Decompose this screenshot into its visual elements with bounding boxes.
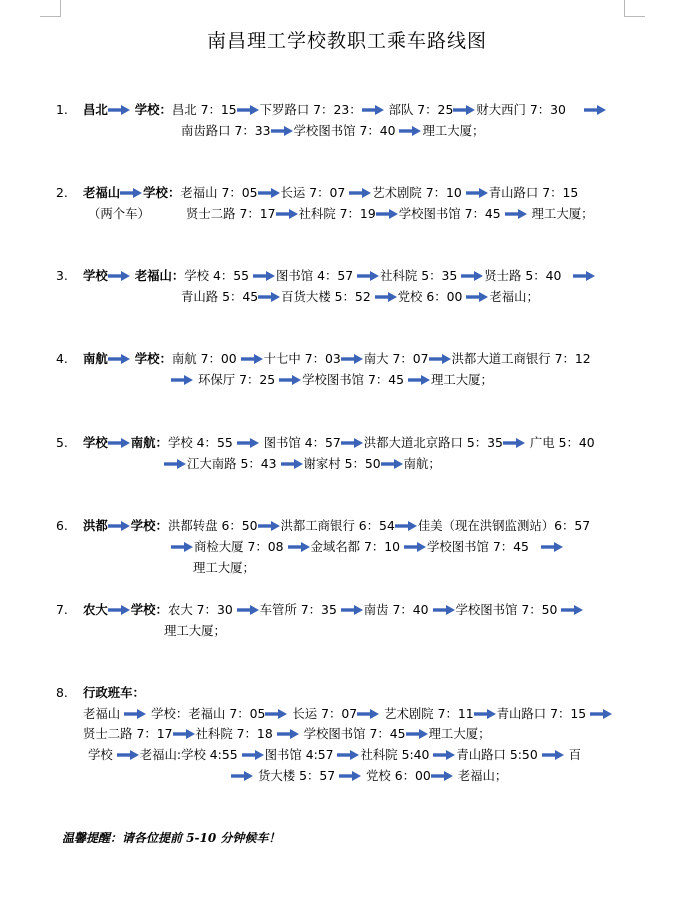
stop: 理工大厦； xyxy=(430,372,493,387)
stop: 长运 7：07 xyxy=(292,706,358,721)
right-arrow-icon xyxy=(349,188,371,198)
right-arrow-icon xyxy=(433,750,455,760)
right-arrow-icon xyxy=(241,354,263,364)
right-arrow-icon xyxy=(341,438,363,448)
right-arrow-icon xyxy=(584,105,606,115)
stop: 学校图书馆 7：45 xyxy=(303,726,406,741)
stop: 学校图书馆 7：40 xyxy=(293,123,396,138)
route-note: （两个车） xyxy=(88,206,150,221)
route-destination: 学校： xyxy=(143,185,181,200)
right-arrow-icon xyxy=(171,375,193,385)
right-arrow-icon xyxy=(108,354,130,364)
stop: 洪都转盘 6：50 xyxy=(167,518,258,533)
right-arrow-icon xyxy=(237,105,259,115)
stop: 学校图书馆 7：45 xyxy=(302,372,404,387)
route-number: 4. xyxy=(56,351,68,366)
right-arrow-icon xyxy=(341,605,363,615)
stop: 商检大厦 7：08 xyxy=(194,539,284,554)
right-arrow-icon xyxy=(461,271,483,281)
right-arrow-icon xyxy=(276,209,298,219)
route-origin: 学校 xyxy=(83,435,108,450)
route-destination: 学校： xyxy=(134,102,172,117)
stop: 金域名都 7：10 xyxy=(310,539,401,554)
right-arrow-icon xyxy=(453,105,475,115)
stop: 社科院 7：18 xyxy=(195,726,273,741)
right-arrow-icon xyxy=(375,292,397,302)
route-number: 2. xyxy=(56,185,68,200)
route-origin: 南航 xyxy=(83,351,108,366)
right-arrow-icon xyxy=(433,605,455,615)
stop: 学校 4：55 xyxy=(167,435,233,450)
stop: 艺术剧院 7：11 xyxy=(384,706,474,721)
right-arrow-icon xyxy=(542,750,564,760)
stop: 南航 7：00 xyxy=(171,351,237,366)
stop: 学校：老福山 7：05 xyxy=(151,706,266,721)
stop: 货大楼 5：57 xyxy=(257,768,336,783)
reminder-note: 温馨提醒：请各位提前 5-10 分钟候车！ xyxy=(62,831,281,845)
right-arrow-icon xyxy=(265,709,287,719)
right-arrow-icon xyxy=(108,521,130,531)
stop: 理工大厦； xyxy=(428,726,491,741)
stop: 贤士二路 7：17 xyxy=(186,206,276,221)
stop: 党校 6：00 xyxy=(366,768,431,783)
stop: 南齿 7：40 xyxy=(363,602,429,617)
right-arrow-icon xyxy=(590,709,612,719)
route-origin: 昌北 xyxy=(83,102,108,117)
right-arrow-icon xyxy=(408,375,430,385)
route-origin: 老福山 xyxy=(83,185,121,200)
stop: 南大 7：07 xyxy=(363,351,429,366)
right-arrow-icon xyxy=(124,709,146,719)
stop: 党校 6：00 xyxy=(397,289,463,304)
stop: 下罗路口 7：23： xyxy=(259,102,362,117)
right-arrow-icon xyxy=(108,271,130,281)
right-arrow-icon xyxy=(395,521,417,531)
right-arrow-icon xyxy=(242,750,264,760)
stop: 青山路口 7：15 xyxy=(488,185,579,200)
right-arrow-icon xyxy=(406,729,428,739)
right-arrow-icon xyxy=(164,459,186,469)
right-arrow-icon xyxy=(279,375,301,385)
right-arrow-icon xyxy=(474,709,496,719)
stop: 学校图书馆 7：50 xyxy=(455,602,558,617)
right-arrow-icon xyxy=(431,771,453,781)
right-arrow-icon xyxy=(253,271,275,281)
stop: 社科院 7：19 xyxy=(298,206,376,221)
right-arrow-icon xyxy=(357,271,379,281)
right-arrow-icon xyxy=(108,105,130,115)
right-arrow-icon xyxy=(337,750,359,760)
right-arrow-icon xyxy=(237,438,259,448)
route-destination: 南航： xyxy=(130,435,168,450)
stop: 十七中 7：03 xyxy=(263,351,341,366)
stop: 江大南路 5：43 xyxy=(187,456,277,471)
stop: 老福山； xyxy=(457,768,508,783)
right-arrow-icon xyxy=(231,771,253,781)
stop: 青山路口 7：15 xyxy=(496,706,587,721)
stop: 老福山:学校 4:55 xyxy=(139,747,238,762)
stop: 理工大厦； xyxy=(531,206,594,221)
right-arrow-icon xyxy=(466,188,488,198)
route-destination: 老福山： xyxy=(134,268,185,283)
route-destination: 学校： xyxy=(130,602,168,617)
right-arrow-icon xyxy=(466,292,488,302)
stop: 青山路 5：45 xyxy=(181,289,259,304)
route-number: 7. xyxy=(56,602,68,617)
stop: 洪都工商银行 6：54 xyxy=(280,518,395,533)
stop: 理工大厦； xyxy=(422,123,485,138)
stop: 图书馆 4：57 xyxy=(263,435,341,450)
right-arrow-icon xyxy=(173,729,195,739)
right-arrow-icon xyxy=(503,438,525,448)
right-arrow-icon xyxy=(271,126,293,136)
stop: 车管所 7：35 xyxy=(259,602,337,617)
right-arrow-icon xyxy=(277,729,299,739)
stop: 南航； xyxy=(403,456,441,471)
route-number: 5. xyxy=(56,435,68,450)
right-arrow-icon xyxy=(117,750,139,760)
right-arrow-icon xyxy=(258,292,280,302)
stop: 艺术剧院 7：10 xyxy=(372,185,462,200)
stop: 农大 7：30 xyxy=(167,602,233,617)
right-arrow-icon xyxy=(399,126,421,136)
page-corner-mark-left xyxy=(40,0,61,17)
stop: 学校图书馆 7：45 xyxy=(398,206,501,221)
route-destination: 学校： xyxy=(130,518,168,533)
stop: 洪都大道工商银行 7：12 xyxy=(451,351,591,366)
stop: 百货大楼 5：52 xyxy=(281,289,371,304)
route-number: 1. xyxy=(56,102,68,117)
stop: 老福山 7：05 xyxy=(180,185,258,200)
stop: 老福山 xyxy=(83,706,121,721)
stop: 图书馆 4：57 xyxy=(276,268,354,283)
stop: 贤士路 5：40 xyxy=(484,268,562,283)
right-arrow-icon xyxy=(376,209,398,219)
stop: 长运 7：07 xyxy=(280,185,346,200)
right-arrow-icon xyxy=(505,209,527,219)
right-arrow-icon xyxy=(429,354,451,364)
route-origin: 学校 xyxy=(83,268,108,283)
route-origin: 农大 xyxy=(83,602,108,617)
right-arrow-icon xyxy=(339,771,361,781)
right-arrow-icon xyxy=(404,542,426,552)
route-heading: 行政班车： xyxy=(83,685,145,700)
stop: 青山路口 5:50 xyxy=(456,747,538,762)
stop: 百 xyxy=(568,747,581,762)
right-arrow-icon xyxy=(357,709,379,719)
stop: 昌北 7：15 xyxy=(171,102,237,117)
stop: 广电 5：40 xyxy=(529,435,595,450)
stop: 老福山； xyxy=(489,289,539,304)
right-arrow-icon xyxy=(171,542,193,552)
route-number: 8. xyxy=(56,685,68,700)
stop: 贤士二路 7：17 xyxy=(83,726,173,741)
right-arrow-icon xyxy=(108,438,130,448)
route-origin: 洪都 xyxy=(83,518,108,533)
right-arrow-icon xyxy=(258,521,280,531)
right-arrow-icon xyxy=(381,459,403,469)
right-arrow-icon xyxy=(120,188,142,198)
stop: 学校图书馆 7：45 xyxy=(427,539,529,554)
right-arrow-icon xyxy=(341,354,363,364)
stop: 学校 4：55 xyxy=(184,268,250,283)
route-number: 3. xyxy=(56,268,68,283)
right-arrow-icon xyxy=(237,605,259,615)
stop: 理工大厦； xyxy=(193,560,255,575)
stop: 理工大厦； xyxy=(164,623,226,638)
stop: 部队 7：25 xyxy=(388,102,454,117)
stop: 学校 xyxy=(88,747,113,762)
right-arrow-icon xyxy=(108,605,130,615)
right-arrow-icon xyxy=(573,271,595,281)
stop: 佳美（现在洪钢监测站）6：57 xyxy=(417,518,591,533)
right-arrow-icon xyxy=(362,105,384,115)
right-arrow-icon xyxy=(561,605,583,615)
route-number: 6. xyxy=(56,518,68,533)
stop: 社科院 5：35 xyxy=(380,268,458,283)
right-arrow-icon xyxy=(541,542,563,552)
stop: 南齿路口 7：33 xyxy=(181,123,271,138)
stop: 环保厅 7：25 xyxy=(197,372,276,387)
stop: 洪都大道北京路口 5：35 xyxy=(363,435,503,450)
right-arrow-icon xyxy=(288,542,310,552)
right-arrow-icon xyxy=(258,188,280,198)
route-destination: 学校： xyxy=(134,351,172,366)
page-corner-mark-right xyxy=(624,0,645,17)
stop: 社科院 5:40 xyxy=(360,747,430,762)
page-title: 南昌理工学校教职工乘车路线图 xyxy=(206,30,487,52)
stop: 图书馆 4:57 xyxy=(264,747,334,762)
stop: 财大西门 7：30 xyxy=(476,102,566,117)
right-arrow-icon xyxy=(281,459,303,469)
stop: 谢家村 5：50 xyxy=(303,456,381,471)
